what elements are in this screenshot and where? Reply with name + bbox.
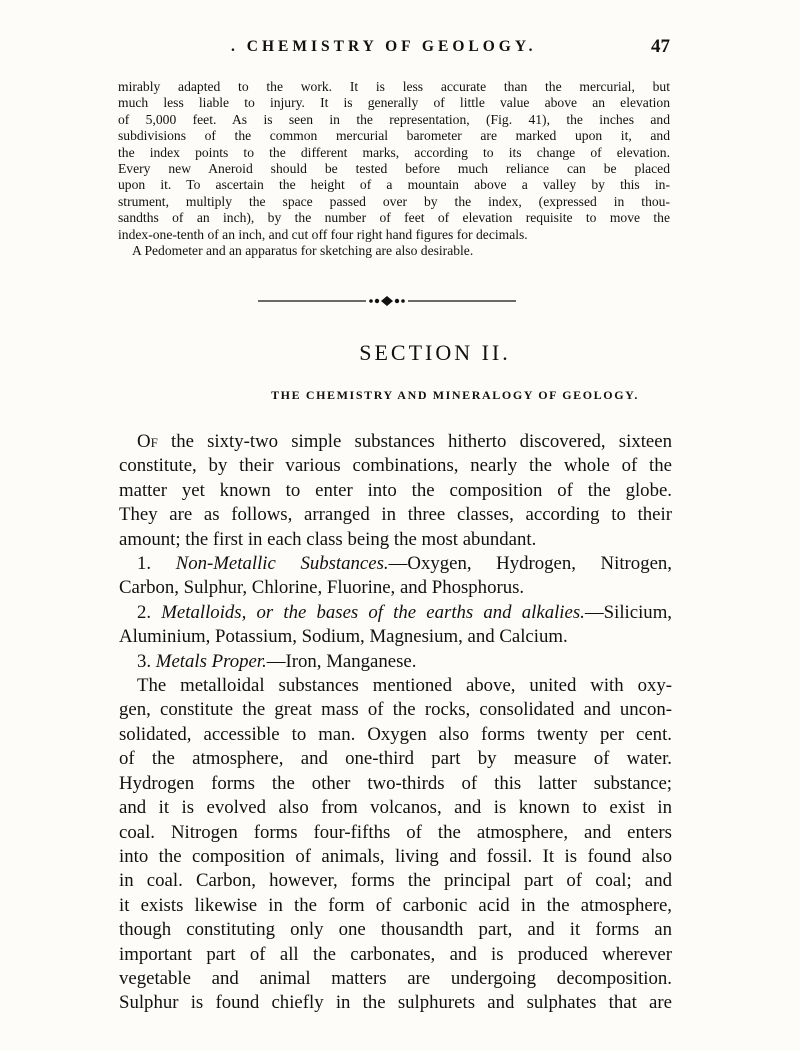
intro-paragraph <box>118 79 670 259</box>
intro-line: strument, multiply the space passed over by the index, (expressed in thou- <box>118 193 670 209</box>
body-line: vegetable and animal matters are undergoing decomposition. <box>119 967 672 989</box>
intro-line: Every new Aneroid should be tested before much reliance can be placed <box>118 161 670 177</box>
body-line: it exists likewise in the form of carbonic acid in the atmosphere, <box>119 894 672 916</box>
list-item-1-cont: Carbon, Sulphur, Chlorine, Fluorine, and Phosphorus. <box>119 577 525 599</box>
body-line: constitute, by their various combinations, nearly the whole of the <box>119 455 672 477</box>
body-line: They are as follows, arranged in three classes, according to their <box>119 504 672 526</box>
section-title: SECTION II. <box>359 340 511 365</box>
pedometer-line: A Pedometer and an apparatus for sketching are also desirable. <box>132 243 474 259</box>
body-line: and it is evolved also from volcanos, and is known to exist in <box>119 797 672 819</box>
intro-line: of 5,000 feet. As is seen in the representation, (Fig. 41), the inches and <box>118 111 670 127</box>
body-line: into the composition of animals, living and fossil. It is found also <box>119 845 672 867</box>
intro-line: upon it. To ascertain the height of a mountain above a valley by this in- <box>118 177 670 193</box>
intro-line: sandths of an inch), by the number of feet of elevation requisite to move the <box>118 210 670 226</box>
body-line: Sulphur is found chiefly in the sulphurets and sulphates that are <box>119 992 672 1014</box>
body-line: coal. Nitrogen forms four-fifths of the atmosphere, and enters <box>119 821 672 843</box>
intro-line: the index points to the different marks, according to its change of elevation. <box>118 144 670 160</box>
list-item-2-cont: Aluminium, Potassium, Sodium, Magnesium, and Calcium. <box>119 626 568 648</box>
body-line: amount; the first in each class being the most abundant. <box>119 528 537 550</box>
body-line: important part of all the carbonates, and is produced wherever <box>119 943 672 965</box>
section-subtitle: THE CHEMISTRY AND MINERALOGY OF GEOLOGY. <box>271 388 639 402</box>
list-item-2: 2. Metalloids, or the bases of the earths and alkalies.—Silicium, <box>137 601 673 623</box>
list-item-3: 3. Metals Proper.—Iron, Manganese. <box>137 650 417 672</box>
body-line: solidated, accessible to man. Oxygen also forms twenty per cent. <box>119 723 672 745</box>
body-line: though constituting only one thousandth part, and it forms an <box>119 919 672 941</box>
body-line: matter yet known to enter into the composition of the globe. <box>119 479 672 501</box>
ornamental-divider <box>258 294 516 308</box>
running-head <box>116 36 670 62</box>
intro-line: index-one-tenth of an inch, and cut off four right hand figures for decimals. <box>118 226 528 242</box>
list-item-1: 1. Non-Metallic Substances.—Oxygen, Hydrogen, Nitrogen, <box>137 553 673 575</box>
drop-word: Of <box>137 431 158 452</box>
body-line: in coal. Carbon, however, forms the principal part of coal; and <box>119 870 672 892</box>
running-title: . CHEMISTRY OF GEOLOGY. <box>231 38 537 55</box>
page-number: 47 <box>651 36 670 57</box>
intro-line: much less liable to injury. It is generally of little value above an elevation <box>118 95 670 111</box>
body-text <box>119 430 672 1016</box>
body-line: gen, constitute the great mass of the rocks, consolidated and uncon- <box>119 699 672 721</box>
intro-line: subdivisions of the common mercurial barometer are marked upon it, and <box>118 128 670 144</box>
body-line: Of the sixty-two simple substances hitherto discovered, sixteen <box>137 431 672 452</box>
body-line: The metalloidal substances mentioned above, united with oxy- <box>137 675 672 697</box>
body-line: Hydrogen forms the other two-thirds of this latter substance; <box>119 772 672 794</box>
intro-line: mirably adapted to the work. It is less accurate than the mercurial, but <box>118 79 670 94</box>
body-line: of the atmosphere, and one-third part by measure of water. <box>119 748 672 770</box>
